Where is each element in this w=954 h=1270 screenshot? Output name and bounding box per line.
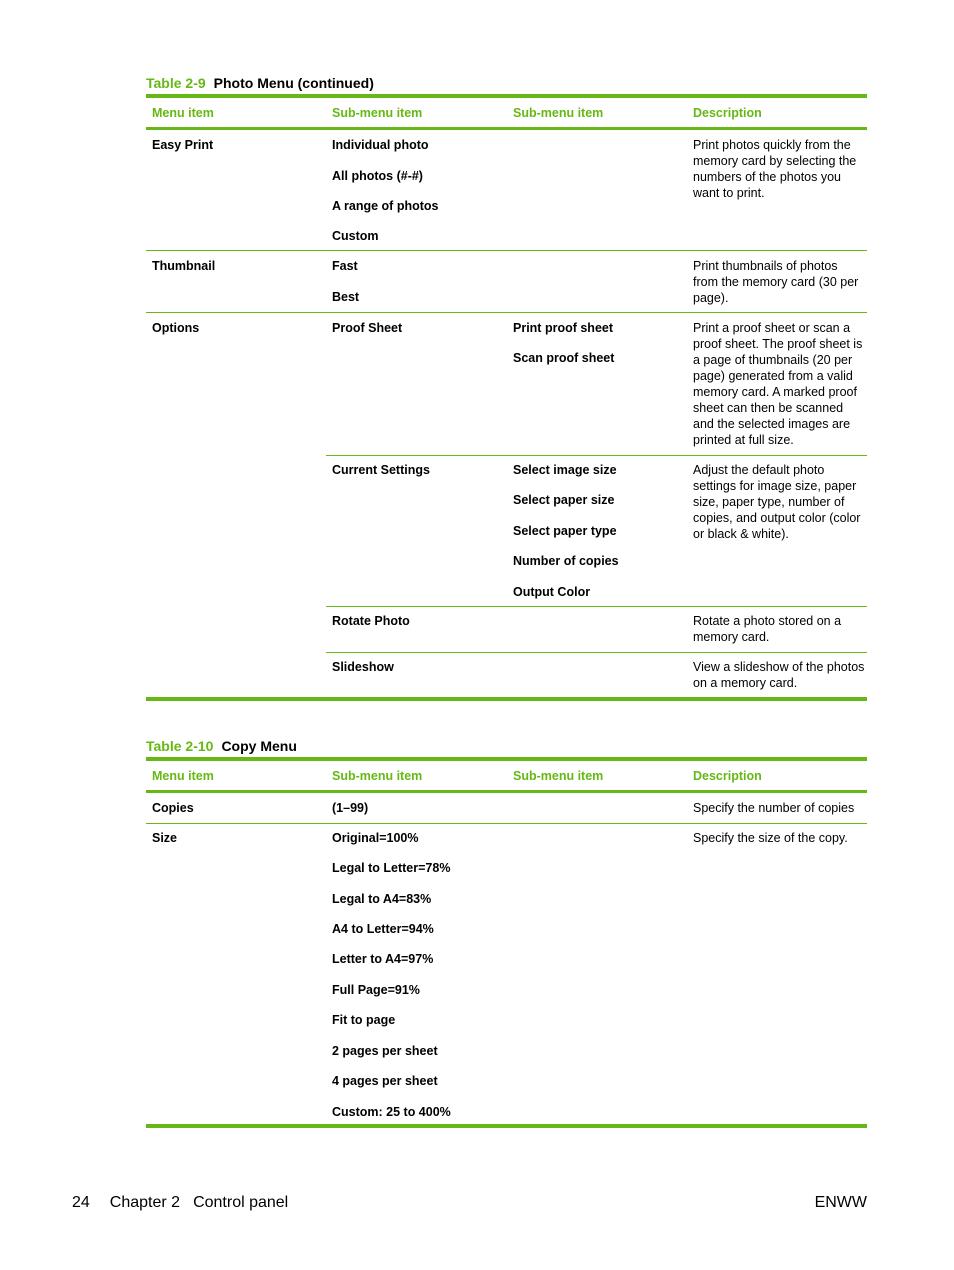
description: Print thumbnails of photos from the memory card (30 per page).: [693, 259, 859, 305]
sub-item-2: Print proof sheet: [513, 321, 614, 335]
sub-item-2: Select paper type: [513, 524, 617, 538]
row-divider: [326, 652, 867, 653]
sub-item: Original=100%: [332, 831, 419, 845]
row-divider: [146, 823, 867, 824]
table-2-9-caption: [146, 75, 374, 91]
page-footer-right: ENWW: [814, 1194, 867, 1211]
sub-item-current-settings: Current Settings: [332, 463, 430, 477]
description: Print a proof sheet or scan a proof sheet. The proof sheet is a page of thumbnails (20 per page) generated from a valid memory card. A marked proof sheet can then be scanned and the selected images are printed at full size.: [693, 321, 863, 447]
sub-item-proof-sheet: Proof Sheet: [332, 321, 403, 335]
chapter-label: Chapter 2: [109, 1194, 181, 1211]
description: Specify the number of copies: [693, 801, 855, 815]
header-menu-item: Menu item: [152, 769, 214, 783]
sub-item: Fast: [332, 259, 358, 273]
header-menu-item: Menu item: [152, 106, 214, 120]
sub-item-2: Number of copies: [513, 554, 619, 568]
table-title: Photo Menu (continued): [213, 75, 374, 91]
description: Adjust the default photo settings for image size, paper size, paper type, number of copies, and output color (color or black & white).: [693, 463, 861, 541]
photo-menu-table: [146, 94, 867, 702]
sub-item-rotate-photo: Rotate Photo: [332, 614, 410, 628]
description: Specify the size of the copy.: [693, 831, 848, 845]
header-rule: [146, 127, 867, 130]
header-rule: [146, 790, 867, 793]
table-2-10-caption: [146, 738, 297, 754]
sub-item-2: Scan proof sheet: [513, 351, 615, 365]
header-sub-menu-item: Sub-menu item: [332, 769, 423, 783]
table-bottom-rule: [146, 697, 867, 701]
sub-item: (1–99): [332, 801, 369, 815]
table-number: Table 2-10: [146, 738, 214, 754]
menu-item-thumbnail: Thumbnail: [152, 259, 216, 273]
row-divider: [326, 606, 867, 607]
menu-item-copies: Copies: [152, 801, 194, 815]
header-sub-menu-item-2: Sub-menu item: [513, 106, 604, 120]
menu-item-easy-print: Easy Print: [152, 138, 214, 152]
row-divider: [146, 312, 867, 313]
row-divider: [326, 455, 867, 456]
section-label: Control panel: [193, 1194, 289, 1211]
page-number: 24: [72, 1194, 90, 1211]
page-footer-left: [72, 1193, 288, 1213]
sub-item: Full Page=91%: [332, 983, 420, 997]
table-top-rule: [146, 94, 867, 98]
sub-item: 2 pages per sheet: [332, 1044, 438, 1058]
sub-item: Individual photo: [332, 138, 429, 152]
description: View a slideshow of the photos on a memory card.: [693, 660, 865, 690]
sub-item: A4 to Letter=94%: [332, 922, 434, 936]
description: Rotate a photo stored on a memory card.: [693, 614, 842, 644]
table-bottom-rule: [146, 1124, 867, 1128]
sub-item: Custom: [332, 229, 379, 243]
table-number: Table 2-9: [146, 75, 206, 91]
table-title: Copy Menu: [221, 738, 297, 754]
sub-item-slideshow: Slideshow: [332, 660, 394, 674]
header-sub-menu-item-2: Sub-menu item: [513, 769, 604, 783]
sub-item: Best: [332, 290, 360, 304]
header-description: Description: [693, 106, 762, 120]
sub-item: Legal to A4=83%: [332, 892, 432, 906]
header-description: Description: [693, 769, 762, 783]
sub-item: All photos (#-#): [332, 169, 423, 183]
sub-item: A range of photos: [332, 199, 439, 213]
table-top-rule: [146, 757, 867, 761]
sub-item: Legal to Letter=78%: [332, 861, 451, 875]
sub-item: Letter to A4=97%: [332, 952, 434, 966]
sub-item: Fit to page: [332, 1013, 396, 1027]
header-sub-menu-item: Sub-menu item: [332, 106, 423, 120]
row-divider: [146, 250, 867, 251]
menu-item-options: Options: [152, 321, 200, 335]
description: Print photos quickly from the memory card by selecting the numbers of the photos you want to print.: [693, 138, 857, 200]
sub-item-2: Output Color: [513, 585, 591, 599]
copy-menu-table: [146, 757, 867, 1130]
sub-item: Custom: 25 to 400%: [332, 1105, 451, 1119]
sub-item: 4 pages per sheet: [332, 1074, 438, 1088]
sub-item-2: Select image size: [513, 463, 617, 477]
sub-item-2: Select paper size: [513, 493, 615, 507]
menu-item-size: Size: [152, 831, 178, 845]
